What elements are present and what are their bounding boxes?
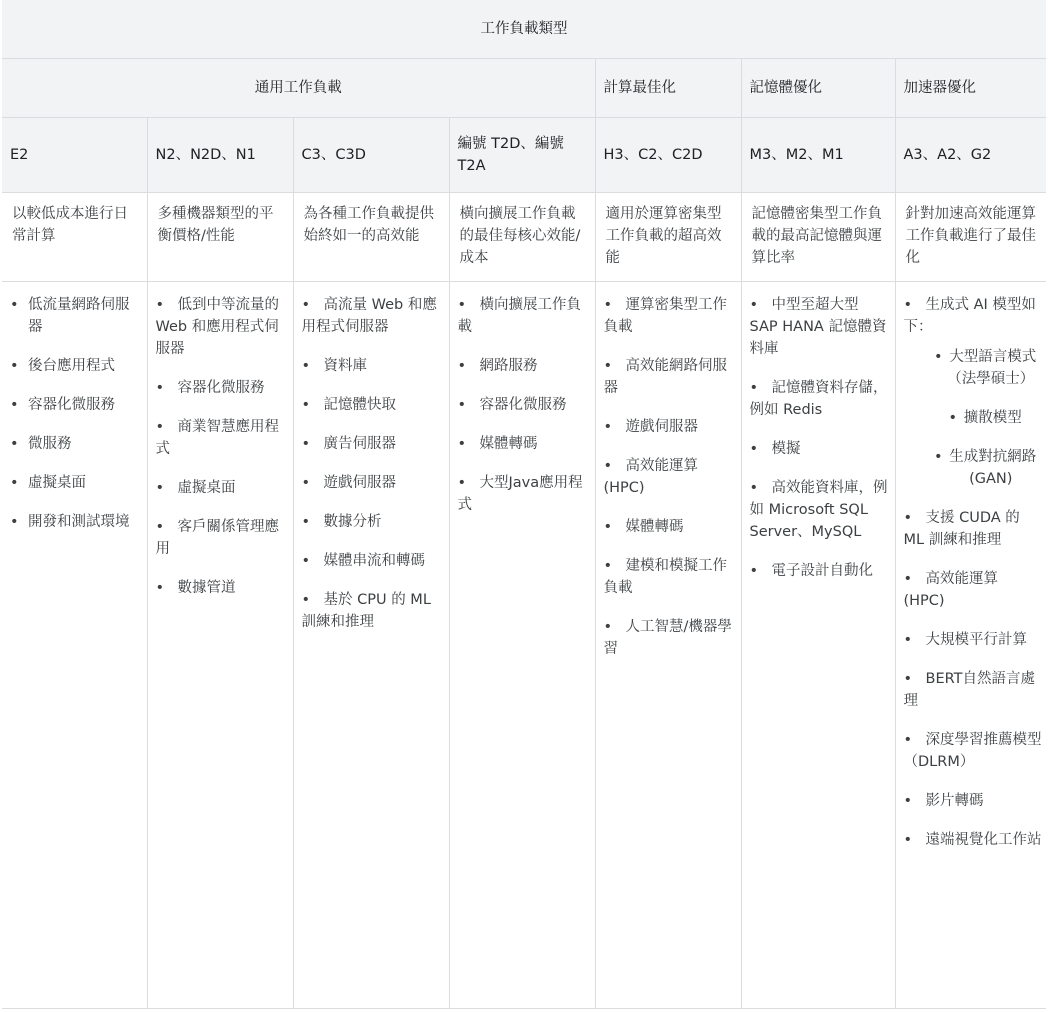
list-item: • 虛擬桌面 [155,480,236,496]
description-e2: 以較低成本進行日常計算 [2,193,147,282]
list-item: • 支援 CUDA 的 ML 訓練和推理 [903,510,1020,548]
list-item: • 後台應用程式 [10,358,115,374]
list-item: • 媒體轉碼 [603,519,684,535]
list-item: • 開發和測試環境 [10,514,130,530]
list-item: • 遊戲伺服器 [301,475,396,491]
description-h3: 適用於運算密集型工作負載的超高效能 [595,193,741,282]
list-item: • 數據管道 [155,580,236,596]
list-item: • 生成對抗網路 (GAN) [934,449,1037,487]
list-item: • 商業智慧應用程式 [155,419,279,457]
group-memory: 記憶體優化 [741,59,895,118]
list-item: • 遊戲伺服器 [603,419,698,435]
group-general: 通用工作負載 [2,59,595,118]
workload-types-table [2,0,1046,1009]
list-item: • BERT自然語言處理 [903,671,1035,709]
series-a3: A3、A2、G2 [895,118,1046,193]
list-item: • 媒體串流和轉碼 [301,553,425,569]
list-item: • 廣告伺服器 [301,436,396,452]
description-n2: 多種機器類型的平衡價格/性能 [147,193,293,282]
list-item: • 低到中等流量的 Web 和應用程式伺服器 [155,297,279,357]
list-item: • 生成式 AI 模型如下： • 大型語言模式（法學碩士） • 擴散模型 • 生成對抗網路 (GAN) [904,294,1043,490]
list-item: • 大型Java應用程式 [457,475,583,513]
list-item: • 電子設計自動化 [749,563,873,579]
list-item: • 深度學習推薦模型（DLRM） [903,732,1042,770]
list-item: • 大規模平行計算 [903,632,1027,648]
group-compute: 計算最佳化 [595,59,741,118]
list-item: • 影片轉碼 [903,793,984,809]
list-item: • 數據分析 [301,514,382,530]
list-item: • 容器化微服務 [10,397,115,413]
list-item: • 橫向擴展工作負載 [457,297,581,335]
list-item: • 網路服務 [457,358,538,374]
list-item: • 遠端視覺化工作站 [903,832,1042,848]
list-item: • 高效能資料庫，例如 Microsoft SQL Server、MySQL [749,480,888,540]
list-item: • 高效能運算 (HPC) [903,571,998,609]
list-item: • 擴散模型 [948,410,1022,426]
list-item: • 虛擬桌面 [10,475,86,491]
list-item: • 高效能運算 (HPC) [603,458,698,496]
list-item: • 微服務 [10,436,72,452]
list-item: • 中型至超大型 SAP HANA 記憶體資料庫 [749,297,887,357]
description-a3: 針對加速高效能運算工作負載進行了最佳化 [895,193,1046,282]
list-item: • 基於 CPU 的 ML 訓練和推理 [301,592,431,630]
list-item: • 大型語言模式（法學碩士） [934,349,1037,387]
list-item: • 客戶關係管理應用 [155,519,279,557]
description-c3: 為各種工作負載提供始終如一的高效能 [293,193,449,282]
list-item: • 人工智慧/機器學習 [603,619,732,657]
table-title: 工作負載類型 [2,0,1046,59]
uses-m3 [741,282,895,1009]
series-n2: N2、N2D、N1 [147,118,293,193]
series-h3: H3、C2、C2D [595,118,741,193]
uses-c3 [293,282,449,1009]
uses-n2 [147,282,293,1009]
list-item: • 高效能網路伺服器 [603,358,727,396]
list-item: • 建模和模擬工作負載 [603,558,727,596]
list-item: • 資料庫 [301,358,367,374]
list-item: • 低流量網路伺服器 [10,297,130,335]
uses-e2 [2,282,147,1009]
group-accelerator: 加速器優化 [895,59,1046,118]
list-item: • 容器化微服務 [457,397,567,413]
list-item: • 運算密集型工作負載 [603,297,727,335]
series-e2: E2 [2,118,147,193]
list-item: • 記憶體資料存儲，例如 Redis [749,380,888,418]
uses-t2d [449,282,595,1009]
series-c3: C3、C3D [293,118,449,193]
list-item: • 模擬 [749,441,801,457]
uses-h3 [595,282,741,1009]
description-m3: 記憶體密集型工作負載的最高記憶體與運算比率 [741,193,895,282]
description-t2d: 橫向擴展工作負載的最佳每核心效能/成本 [449,193,595,282]
list-item: • 記憶體快取 [301,397,396,413]
uses-a3 [895,282,1046,1009]
list-item: • 高流量 Web 和應用程式伺服器 [301,297,437,335]
list-item: • 容器化微服務 [155,380,265,396]
series-t2d: 編號 T2D、編號 T2A [449,118,595,193]
series-m3: M3、M2、M1 [741,118,895,193]
list-item: • 媒體轉碼 [457,436,538,452]
